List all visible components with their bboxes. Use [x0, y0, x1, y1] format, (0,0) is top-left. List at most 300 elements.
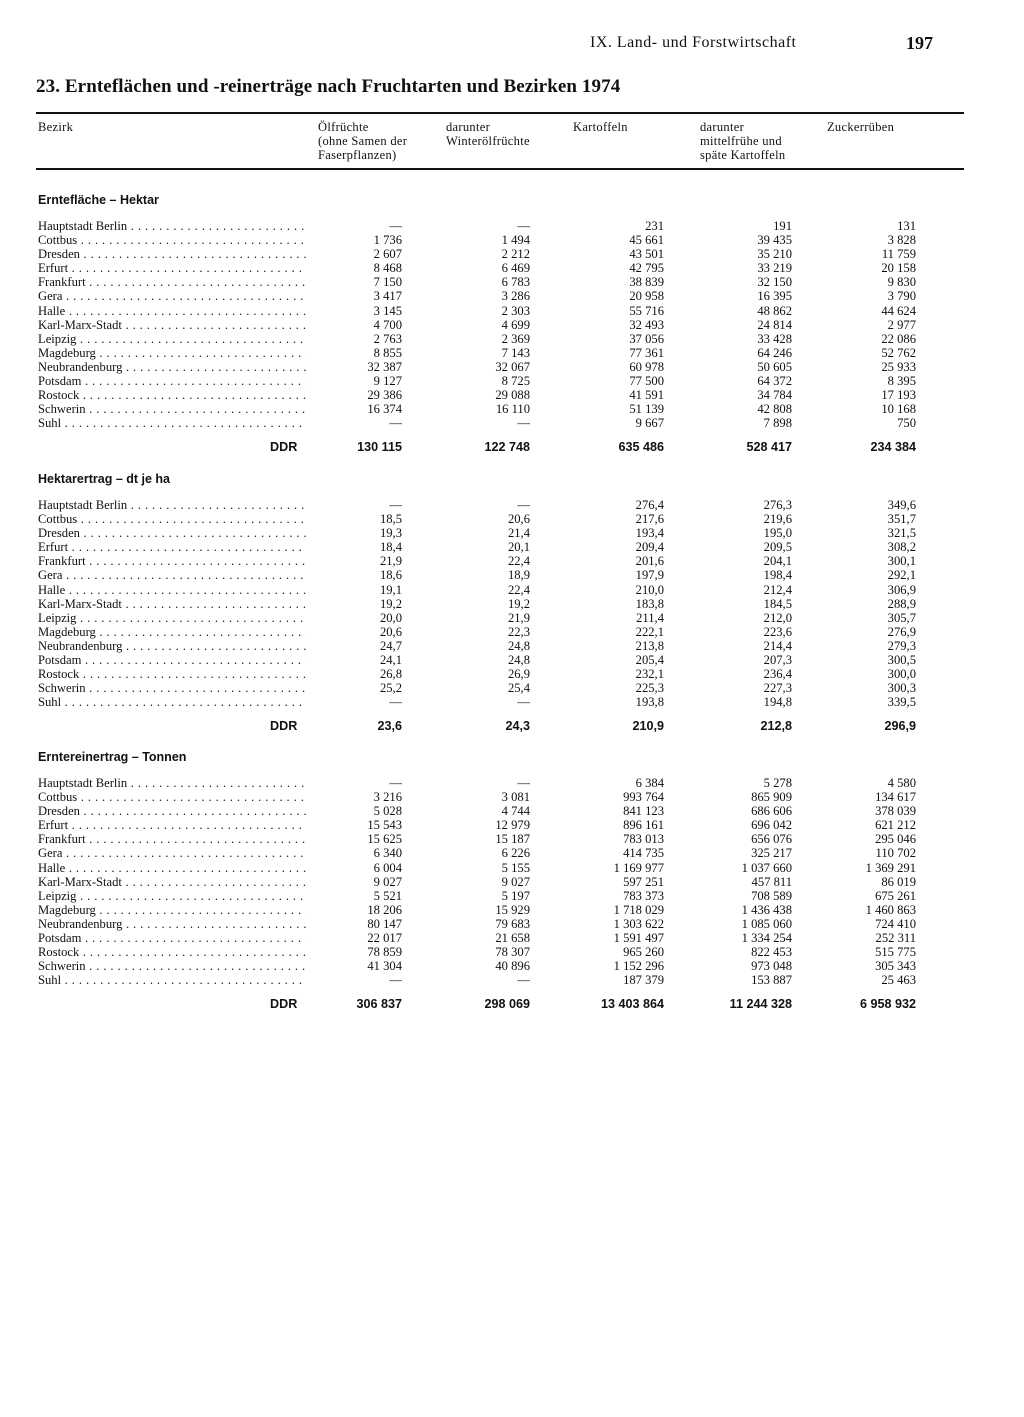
table-cell: 134 617: [875, 790, 916, 805]
table-cell: 12 979: [495, 818, 530, 833]
table-cell: 184,5: [763, 596, 792, 611]
table-cell: 1 460 863: [865, 902, 916, 917]
table-row: [36, 526, 964, 540]
table-cell: 686 606: [751, 804, 792, 819]
table-cell: 724 410: [875, 916, 916, 931]
table-cell: 4 699: [501, 317, 530, 332]
table-cell: 217,6: [635, 512, 664, 527]
table-cell: 22,4: [507, 582, 530, 597]
table-cell: 18,5: [379, 512, 402, 527]
table-row: [36, 776, 964, 790]
bezirk-name: Suhl . . .: [38, 416, 306, 430]
column-header-zuckerrueben: [827, 120, 894, 134]
table-cell: 232,1: [635, 667, 664, 682]
column-header-line: Zuckerrüben: [827, 120, 895, 134]
table-row: [36, 625, 964, 639]
table-row: [36, 832, 964, 846]
table-cell: 300,1: [887, 554, 916, 569]
table-row: [36, 804, 964, 818]
table-cell: 841 123: [623, 804, 664, 819]
table-cell: 38 839: [629, 275, 664, 290]
table-cell: 5 278: [763, 776, 792, 790]
section-hektarertrag: [36, 472, 964, 737]
table-cell: 4 700: [373, 317, 402, 332]
table-row: [36, 512, 964, 526]
table-cell: 51 139: [629, 402, 664, 417]
table-cell: 276,9: [887, 624, 916, 639]
table-row: [36, 959, 964, 973]
table-cell: 207,3: [763, 653, 792, 668]
table-cell: 64 246: [757, 345, 792, 360]
bezirk-name: Leipzig . . .: [38, 889, 306, 903]
table-cell: 2 607: [373, 247, 402, 262]
table-row: [36, 289, 964, 303]
table-cell: 993 764: [623, 790, 664, 805]
table-row: [36, 846, 964, 860]
table-cell: 295 046: [875, 832, 916, 847]
table-cell: 22,4: [507, 554, 530, 569]
table-cell: —: [517, 219, 530, 233]
total-label: DDR: [270, 997, 298, 1012]
table-row: [36, 973, 964, 987]
table-cell: 305,7: [887, 610, 916, 625]
table-cell: 708 589: [751, 888, 792, 903]
table-cell: 349,6: [887, 498, 916, 512]
table-cell: —: [517, 776, 530, 790]
bezirk-name: Gera . . .: [38, 289, 306, 303]
table-cell: 276,4: [635, 498, 664, 512]
table-cell: 16 374: [367, 402, 402, 417]
table-row: [36, 903, 964, 917]
table-cell: 20,0: [379, 610, 402, 625]
table-cell: 86 019: [881, 874, 916, 889]
table-row: [36, 332, 964, 346]
table-cell: 204,1: [763, 554, 792, 569]
bezirk-name: Hauptstadt Berlin . . .: [38, 219, 306, 233]
table-cell: 52 762: [881, 345, 916, 360]
table-cell: 20 158: [881, 261, 916, 276]
table-cell: 33 428: [757, 331, 792, 346]
total-cell: 234 384: [870, 440, 916, 455]
table-cell: 193,8: [635, 695, 664, 710]
table-cell: 339,5: [887, 695, 916, 710]
table-cell: —: [517, 416, 530, 431]
table-cell: 10 168: [881, 402, 916, 417]
total-cell: 24,3: [505, 719, 530, 734]
table-cell: 783 013: [623, 832, 664, 847]
table-cell: 24,8: [507, 653, 530, 668]
table-row: [36, 318, 964, 332]
bezirk-name: Cottbus . . .: [38, 512, 306, 526]
table-cell: 209,4: [635, 540, 664, 555]
table-cell: 8 725: [501, 374, 530, 389]
table-cell: 8 855: [373, 345, 402, 360]
table-cell: 1 303 622: [613, 916, 664, 931]
table-cell: 25,2: [379, 681, 402, 696]
column-header-line: mittelfrühe und: [700, 134, 782, 148]
table-cell: 20,6: [507, 512, 530, 527]
table-cell: 193,4: [635, 526, 664, 541]
table-cell: 3 790: [887, 289, 916, 304]
table-row: [36, 498, 964, 512]
table-cell: 42 795: [629, 261, 664, 276]
table-cell: 1 169 977: [613, 860, 664, 875]
total-label: DDR: [270, 440, 298, 455]
total-cell: 296,9: [884, 719, 916, 734]
bezirk-name: Neubrandenburg . . .: [38, 917, 306, 931]
table-cell: 11 759: [881, 247, 916, 262]
table-row: [36, 219, 964, 233]
total-cell: 23,6: [377, 719, 402, 734]
table-cell: 2 763: [373, 331, 402, 346]
table-cell: 965 260: [623, 945, 664, 960]
table-cell: 21,4: [507, 526, 530, 541]
table-cell: 6 004: [373, 860, 402, 875]
column-header-bezirk: Bezirk: [38, 120, 74, 134]
column-header-oelfruechte: [318, 120, 407, 162]
table-cell: 41 304: [367, 959, 402, 974]
table-cell: 597 251: [623, 874, 664, 889]
table-cell: 3 286: [501, 289, 530, 304]
bezirk-name: Schwerin . . .: [38, 402, 306, 416]
table-cell: 25,4: [507, 681, 530, 696]
section-title: Erntefläche – Hektar: [38, 193, 159, 207]
table-cell: 43 501: [629, 247, 664, 262]
table-cell: 1 436 438: [741, 902, 792, 917]
table-cell: 32 493: [629, 317, 664, 332]
table-cell: 7 143: [501, 345, 530, 360]
bezirk-name: Erfurt . . .: [38, 261, 306, 275]
table-cell: 21 658: [495, 931, 530, 946]
table-cell: 20,6: [379, 624, 402, 639]
table-header-rule: [36, 168, 964, 170]
table-cell: 1 591 497: [613, 931, 664, 946]
table-row: [36, 875, 964, 889]
table-row: [36, 611, 964, 625]
table-cell: 214,4: [763, 638, 792, 653]
table-row: [36, 540, 964, 554]
table-cell: 306,9: [887, 582, 916, 597]
table-cell: 40 896: [495, 959, 530, 974]
table-cell: 201,6: [635, 554, 664, 569]
table-cell: 22 086: [881, 331, 916, 346]
total-cell: 210,9: [632, 719, 664, 734]
bezirk-name: Suhl . . .: [38, 695, 306, 709]
table-row: [36, 917, 964, 931]
table-row: [36, 233, 964, 247]
table-cell: 822 453: [751, 945, 792, 960]
bezirk-name: Leipzig . . .: [38, 611, 306, 625]
table-row: [36, 275, 964, 289]
table-cell: 8 468: [373, 261, 402, 276]
table-row: [36, 639, 964, 653]
table-cell: 9 127: [373, 374, 402, 389]
bezirk-name: Gera . . .: [38, 568, 306, 582]
table-cell: 6 226: [501, 846, 530, 861]
table-cell: 1 718 029: [613, 902, 664, 917]
table-cell: 78 307: [495, 945, 530, 960]
table-cell: 110 702: [875, 846, 916, 861]
table-cell: —: [389, 695, 402, 710]
total-row: [36, 440, 964, 458]
table-cell: 305 343: [875, 959, 916, 974]
table-row: [36, 667, 964, 681]
total-cell: 528 417: [746, 440, 792, 455]
total-cell: 6 958 932: [859, 997, 916, 1012]
table-cell: 19,2: [379, 596, 402, 611]
table-row: [36, 597, 964, 611]
table-cell: 279,3: [887, 638, 916, 653]
column-header-line: Ölfrüchte: [318, 120, 369, 134]
table-cell: 252 311: [875, 931, 916, 946]
column-header-line: darunter: [446, 120, 491, 134]
table-cell: 197,9: [635, 568, 664, 583]
bezirk-name: Halle . . .: [38, 583, 306, 597]
table-cell: 78 859: [367, 945, 402, 960]
column-header-line: darunter: [700, 120, 745, 134]
table-cell: 22 017: [367, 931, 402, 946]
table-cell: 32 067: [495, 359, 530, 374]
table-cell: 211,4: [636, 610, 664, 625]
table-cell: 6 384: [635, 776, 664, 790]
table-cell: 3 828: [887, 233, 916, 248]
table-cell: 973 048: [751, 959, 792, 974]
bezirk-name: Frankfurt . . .: [38, 554, 306, 568]
table-cell: 4 580: [887, 776, 916, 790]
column-header-line: Winterölfrüchte: [446, 134, 530, 148]
table-cell: 675 261: [875, 888, 916, 903]
table-cell: 24,7: [379, 638, 402, 653]
table-cell: 212,4: [763, 582, 792, 597]
table-cell: 25 463: [881, 973, 916, 988]
table-cell: 16 110: [495, 402, 530, 417]
table-cell: 35 210: [757, 247, 792, 262]
table-cell: 5 521: [373, 888, 402, 903]
bezirk-name: Potsdam . . .: [38, 374, 306, 388]
table-cell: 210,0: [635, 582, 664, 597]
table-cell: 1 334 254: [741, 931, 792, 946]
bezirk-name: Magdeburg . . .: [38, 903, 306, 917]
table-cell: 276,3: [763, 498, 792, 512]
table-cell: 227,3: [763, 681, 792, 696]
table-cell: 22,3: [507, 624, 530, 639]
table-cell: 131: [897, 219, 916, 233]
table-top-rule: [36, 112, 964, 114]
table-cell: 80 147: [367, 916, 402, 931]
total-cell: 130 115: [357, 440, 402, 455]
column-header-line: (ohne Samen der: [318, 134, 408, 148]
table-cell: 42 808: [757, 402, 792, 417]
column-header-winteroelfruechte: [446, 120, 530, 148]
table-cell: 15 929: [495, 902, 530, 917]
page-number: 197: [906, 33, 933, 53]
table-row: [36, 346, 964, 360]
table-cell: 45 661: [629, 233, 664, 248]
table-cell: 5 197: [501, 888, 530, 903]
table-cell: 351,7: [887, 512, 916, 527]
table-cell: 231: [645, 219, 664, 233]
table-cell: 300,3: [887, 681, 916, 696]
bezirk-name: Rostock . . .: [38, 388, 306, 402]
table-cell: 32 150: [757, 275, 792, 290]
table-cell: 153 887: [751, 973, 792, 988]
table-cell: 1 736: [373, 233, 402, 248]
table-cell: 19,3: [379, 526, 402, 541]
table-cell: —: [389, 776, 402, 790]
table-cell: 15 543: [367, 818, 402, 833]
bezirk-name: Neubrandenburg . . .: [38, 639, 306, 653]
table-cell: 6 340: [373, 846, 402, 861]
table-row: [36, 695, 964, 709]
table-cell: 32 387: [367, 359, 402, 374]
table-row: [36, 653, 964, 667]
table-cell: 5 028: [373, 804, 402, 819]
table-cell: 9 830: [887, 275, 916, 290]
total-cell: 298 069: [484, 997, 530, 1012]
bezirk-name: Leipzig . . .: [38, 332, 306, 346]
table-cell: 24 814: [757, 317, 792, 332]
total-cell: 212,8: [760, 719, 792, 734]
total-row: [36, 997, 964, 1015]
table-cell: 195,0: [763, 526, 792, 541]
table-cell: 5 155: [501, 860, 530, 875]
table-cell: 26,8: [379, 667, 402, 682]
column-header-spaete-kartoffeln: [700, 120, 785, 162]
table-cell: 225,3: [635, 681, 664, 696]
table-cell: 39 435: [757, 233, 792, 248]
table-cell: 6 469: [501, 261, 530, 276]
bezirk-name: Halle . . .: [38, 861, 306, 875]
table-cell: 2 212: [501, 247, 530, 262]
table-cell: 378 039: [875, 804, 916, 819]
table-row: [36, 554, 964, 568]
table-row: [36, 583, 964, 597]
table-cell: 300,5: [887, 653, 916, 668]
table-cell: 9 027: [501, 874, 530, 889]
table-cell: 1 494: [501, 233, 530, 248]
bezirk-name: Rostock . . .: [38, 667, 306, 681]
table-cell: 205,4: [635, 653, 664, 668]
bezirk-name: Potsdam . . .: [38, 653, 306, 667]
table-title: 23. Ernteflächen und -reinerträge nach Fruchtarten und Bezirken 1974: [36, 76, 621, 97]
table-cell: 9 667: [635, 416, 664, 431]
table-cell: 21,9: [379, 554, 402, 569]
table-cell: 50 605: [757, 359, 792, 374]
table-cell: 41 591: [629, 388, 664, 403]
table-cell: 783 373: [623, 888, 664, 903]
section-erntereinertrag: [36, 750, 964, 1015]
bezirk-name: Dresden . . .: [38, 247, 306, 261]
table-cell: 18,9: [507, 568, 530, 583]
table-row: [36, 931, 964, 945]
table-cell: 1 369 291: [865, 860, 916, 875]
table-cell: 187 379: [623, 973, 664, 988]
table-cell: 15 625: [367, 832, 402, 847]
table-cell: 414 735: [623, 846, 664, 861]
bezirk-name: Frankfurt . . .: [38, 832, 306, 846]
table-row: [36, 360, 964, 374]
table-cell: —: [389, 219, 402, 233]
bezirk-name: Hauptstadt Berlin . . .: [38, 776, 306, 790]
table-row: [36, 945, 964, 959]
table-cell: 183,8: [635, 596, 664, 611]
table-cell: 16 395: [757, 289, 792, 304]
table-cell: 300,0: [887, 667, 916, 682]
column-header-line: späte Kartoffeln: [700, 148, 786, 162]
table-cell: 3 417: [373, 289, 402, 304]
table-cell: 9 027: [373, 874, 402, 889]
table-cell: 18,6: [379, 568, 402, 583]
table-row: [36, 568, 964, 582]
table-cell: 17 193: [881, 388, 916, 403]
table-cell: 321,5: [887, 526, 916, 541]
table-cell: 37 056: [629, 331, 664, 346]
table-cell: 1 037 660: [741, 860, 792, 875]
table-cell: 194,8: [763, 695, 792, 710]
table-cell: 308,2: [887, 540, 916, 555]
table-cell: 1 085 060: [741, 916, 792, 931]
table-cell: 621 212: [875, 818, 916, 833]
total-cell: 635 486: [618, 440, 664, 455]
table-row: [36, 681, 964, 695]
table-cell: 34 784: [757, 388, 792, 403]
table-row: [36, 304, 964, 318]
bezirk-name: Gera . . .: [38, 846, 306, 860]
bezirk-name: Schwerin . . .: [38, 959, 306, 973]
table-cell: —: [389, 973, 402, 988]
table-row: [36, 889, 964, 903]
table-cell: 750: [897, 416, 916, 431]
table-cell: 219,6: [763, 512, 792, 527]
table-cell: 223,6: [763, 624, 792, 639]
table-row: [36, 388, 964, 402]
table-cell: 696 042: [751, 818, 792, 833]
table-cell: 191: [773, 219, 792, 233]
table-cell: 15 187: [495, 832, 530, 847]
table-cell: 236,4: [763, 667, 792, 682]
table-cell: 222,1: [635, 624, 664, 639]
table-cell: 26,9: [507, 667, 530, 682]
table-cell: 2 977: [887, 317, 916, 332]
table-cell: 3 145: [373, 303, 402, 318]
table-cell: 77 500: [629, 374, 664, 389]
table-cell: 24,8: [507, 638, 530, 653]
table-cell: —: [517, 973, 530, 988]
table-cell: —: [517, 498, 530, 512]
bezirk-name: Karl-Marx-Stadt . . .: [38, 597, 306, 611]
bezirk-name: Hauptstadt Berlin . . .: [38, 498, 306, 512]
table-cell: 20 958: [629, 289, 664, 304]
section-title: Erntereinertrag – Tonnen: [38, 750, 187, 764]
bezirk-name: Schwerin . . .: [38, 681, 306, 695]
table-cell: 25 933: [881, 359, 916, 374]
table-row: [36, 247, 964, 261]
bezirk-name: Dresden . . .: [38, 804, 306, 818]
section-title: Hektarertrag – dt je ha: [38, 472, 170, 486]
table-row: [36, 818, 964, 832]
table-cell: 29 386: [367, 388, 402, 403]
table-cell: —: [389, 416, 402, 431]
bezirk-name: Halle . . .: [38, 304, 306, 318]
table-cell: 2 303: [501, 303, 530, 318]
bezirk-name: Magdeburg . . .: [38, 625, 306, 639]
column-header-line: Faserpflanzen): [318, 148, 397, 162]
table-cell: 7 898: [763, 416, 792, 431]
table-cell: 55 716: [629, 303, 664, 318]
table-cell: 64 372: [757, 374, 792, 389]
table-cell: 4 744: [501, 804, 530, 819]
table-cell: 288,9: [887, 596, 916, 611]
